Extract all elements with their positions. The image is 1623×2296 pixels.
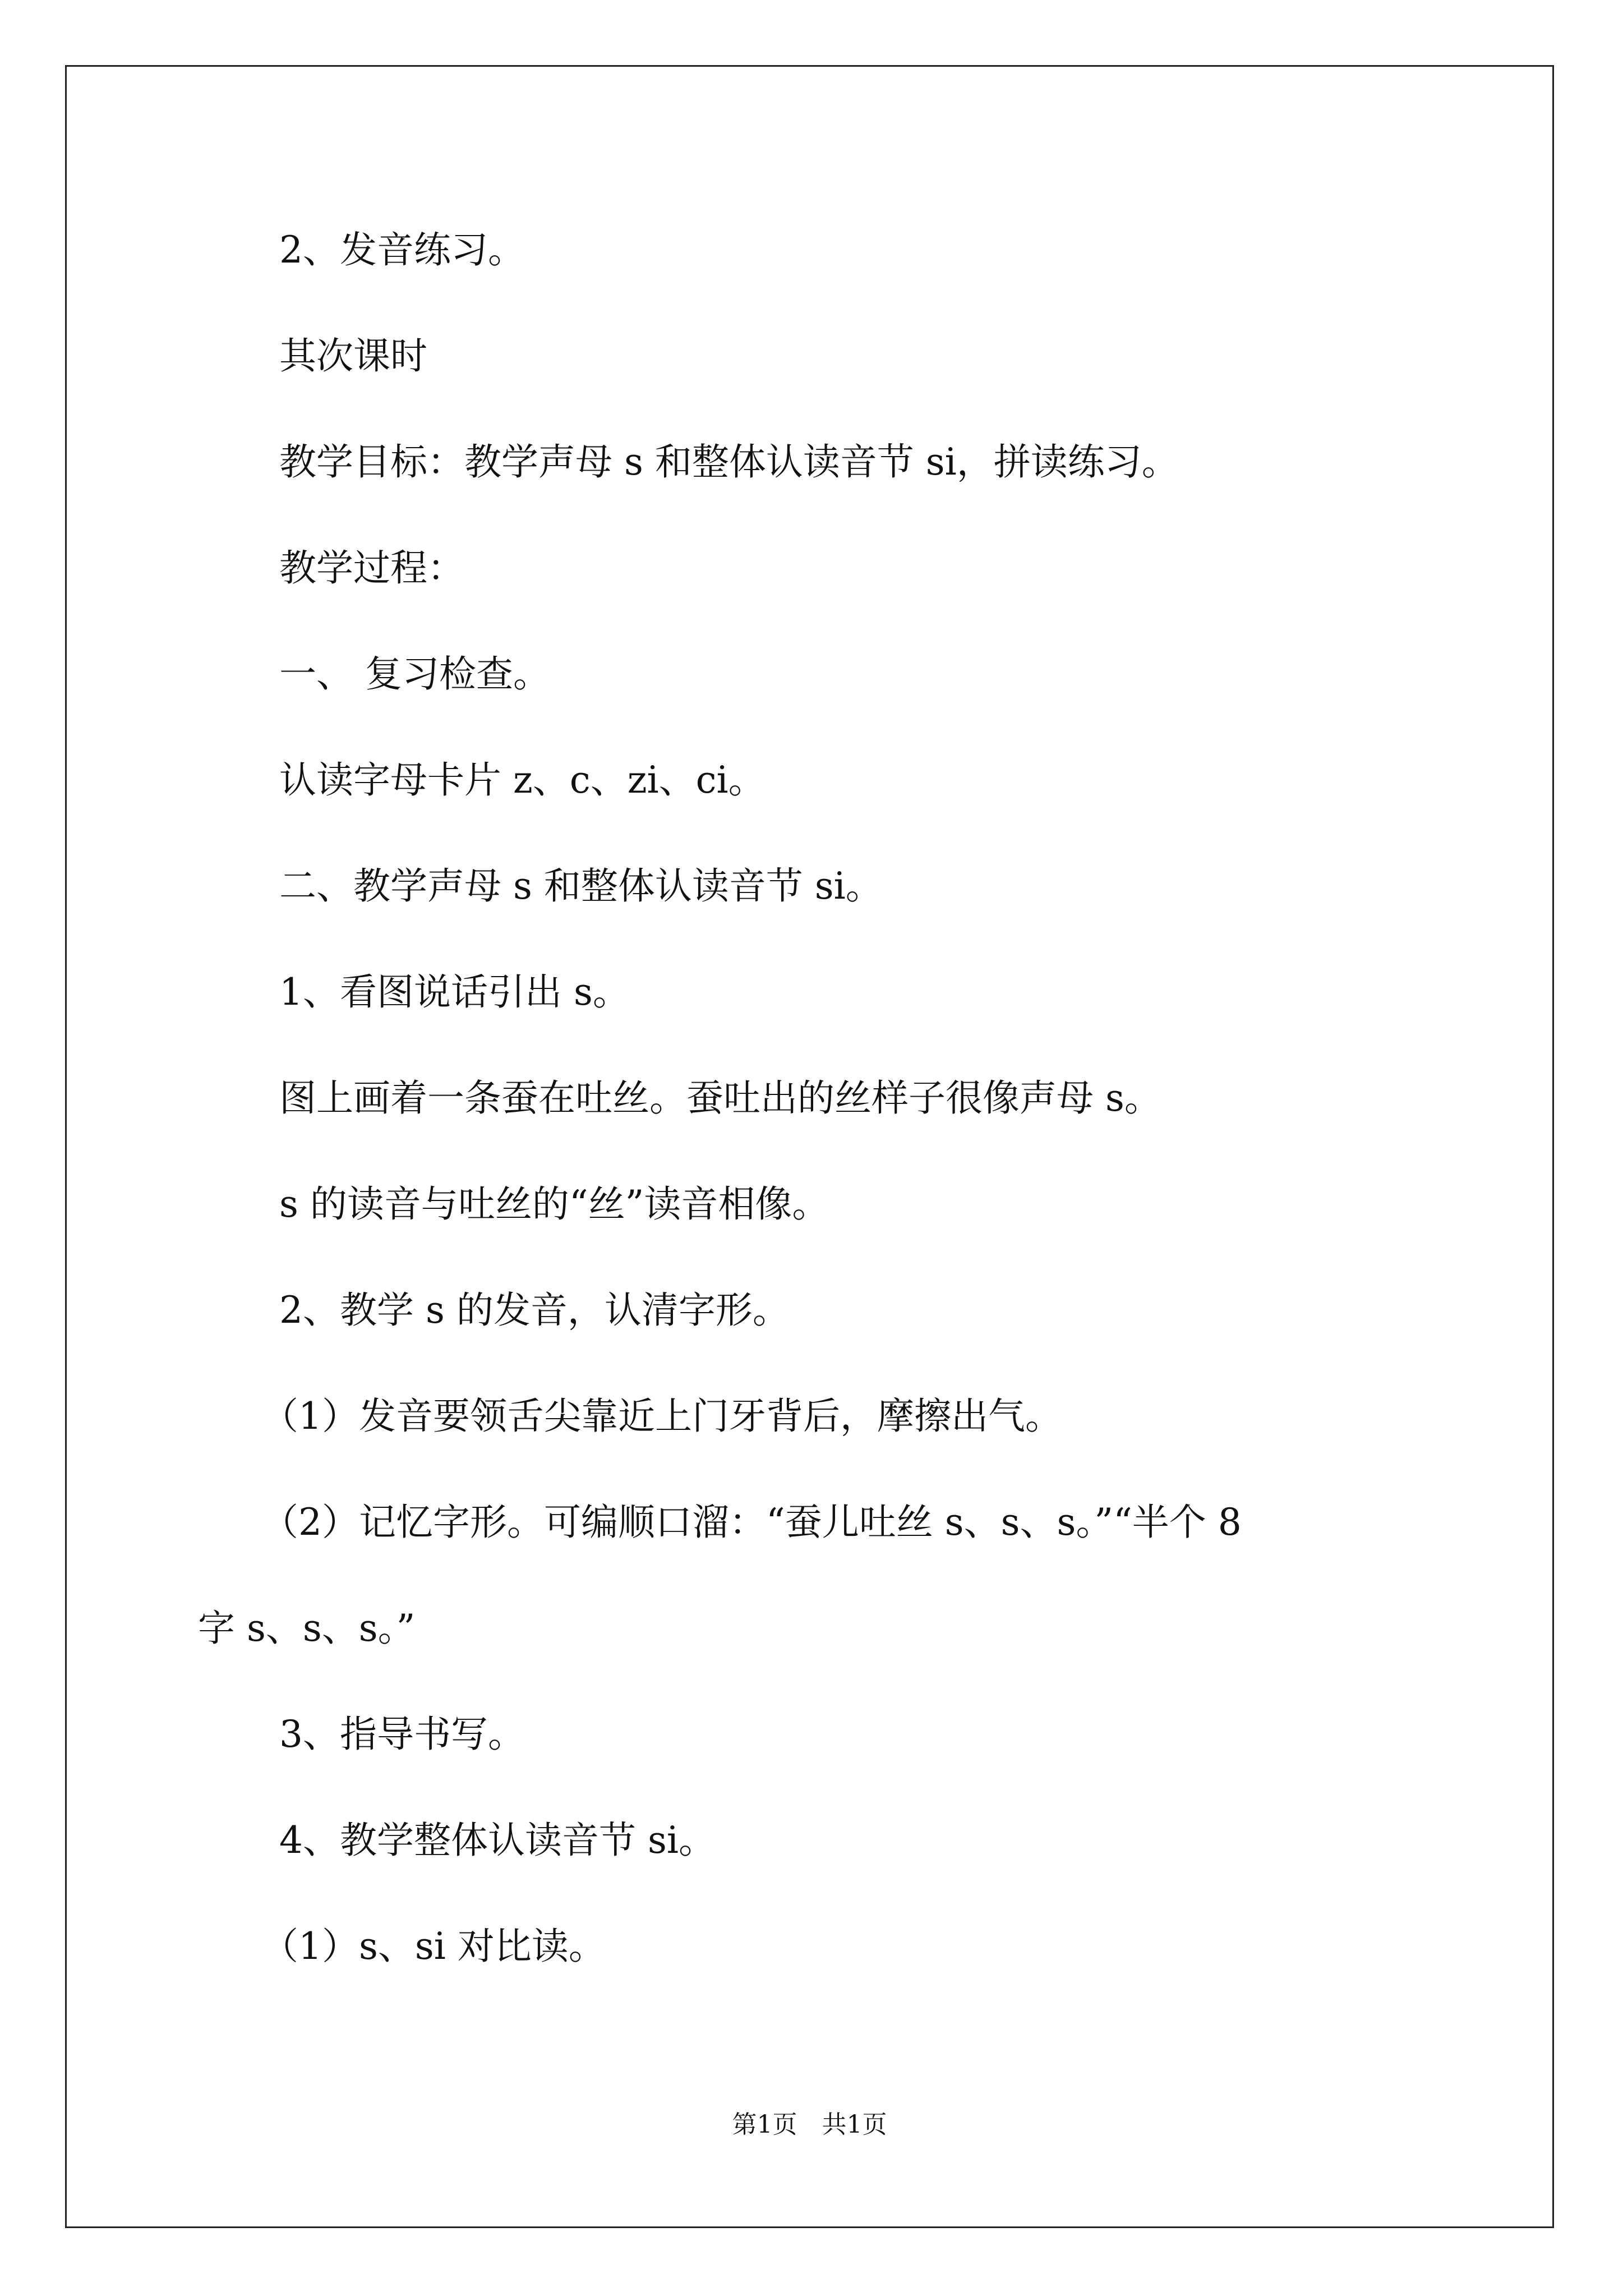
paragraph: 教学目标：教学声母 s 和整体认读音节 si，拼读练习。	[279, 440, 1179, 484]
paragraph-continuation: 字 s、s、s。”	[198, 1607, 416, 1650]
document-page	[65, 65, 1554, 2228]
paragraph: 二、教学声母 s 和整体认读音节 si。	[279, 864, 883, 908]
paragraph: （1）发音要领舌尖靠近上门牙背后，摩擦出气。	[261, 1395, 1062, 1438]
paragraph: 2、教学 s 的发音，认清字形。	[279, 1289, 790, 1332]
paragraph: 3、指导书写。	[279, 1713, 525, 1756]
paragraph: 认读字母卡片 z、c、zi、ci。	[279, 758, 766, 802]
paragraph: 2、发音练习。	[279, 228, 525, 272]
paragraph: 教学过程：	[279, 546, 464, 590]
paragraph: 4、教学整体认读音节 si。	[279, 1819, 716, 1862]
paragraph: （1）s、si 对比读。	[261, 1925, 606, 1968]
paragraph: 图上画着一条蚕在吐丝。蚕吐出的丝样子很像声母 s。	[279, 1076, 1161, 1120]
paragraph: （2）记忆字形。可编顺口溜：“蚕儿吐丝 s、s、s。”“半个 8	[261, 1501, 1242, 1544]
page-footer: 第1页 共1页	[732, 2110, 887, 2139]
paragraph: 一、 复习检查。	[279, 652, 550, 696]
section-heading: 其次课时	[279, 334, 427, 378]
paragraph: s 的读音与吐丝的“丝”读音相像。	[279, 1182, 829, 1226]
paragraph: 1、看图说话引出 s。	[279, 970, 630, 1014]
